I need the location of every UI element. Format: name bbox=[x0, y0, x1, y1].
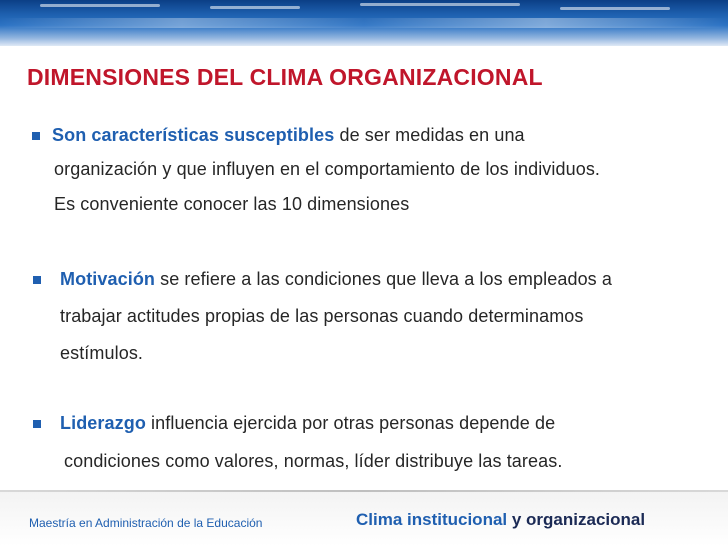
bullet-term: Son características susceptibles bbox=[52, 125, 335, 145]
header-streak bbox=[360, 3, 520, 6]
bullet-line: Es conveniente conocer las 10 dimensiones bbox=[54, 194, 410, 214]
slide-title: DIMENSIONES DEL CLIMA ORGANIZACIONAL bbox=[27, 64, 543, 90]
bullet-square-icon bbox=[33, 276, 41, 284]
header-band bbox=[0, 0, 728, 46]
bullet-line bbox=[60, 413, 555, 434]
bullet-line bbox=[60, 269, 612, 290]
footer-course-part1: Clima institucional bbox=[356, 510, 508, 529]
bullet-line: organización y que influyen en el comportamiento de los individuos. bbox=[54, 159, 601, 179]
bullet-line: trabajar actitudes propias de las personas cuando determinamos bbox=[60, 306, 584, 326]
footer-program: Maestría en Administración de la Educación bbox=[29, 516, 263, 530]
footer-course bbox=[356, 510, 645, 530]
bullet-square-icon bbox=[32, 132, 40, 140]
bullet-line: condiciones como valores, normas, líder distribuye las tareas. bbox=[64, 451, 563, 471]
footer-course-part2: y organizacional bbox=[511, 510, 646, 529]
bullet-line bbox=[52, 125, 525, 146]
bullet-line: estímulos. bbox=[60, 343, 144, 363]
bullet-term: Motivación bbox=[60, 269, 156, 289]
bullet-text: de ser medidas en una bbox=[339, 125, 525, 145]
header-streak bbox=[560, 7, 670, 10]
bullet-text: influencia ejercida por otras personas depende de bbox=[151, 413, 556, 433]
bullet-square-icon bbox=[33, 420, 41, 428]
bullet-text: se refiere a las condiciones que lleva a los empleados a bbox=[160, 269, 612, 289]
header-streak bbox=[210, 6, 300, 9]
header-glow bbox=[0, 18, 728, 28]
header-streak bbox=[40, 4, 160, 7]
bullet-term: Liderazgo bbox=[60, 413, 146, 433]
